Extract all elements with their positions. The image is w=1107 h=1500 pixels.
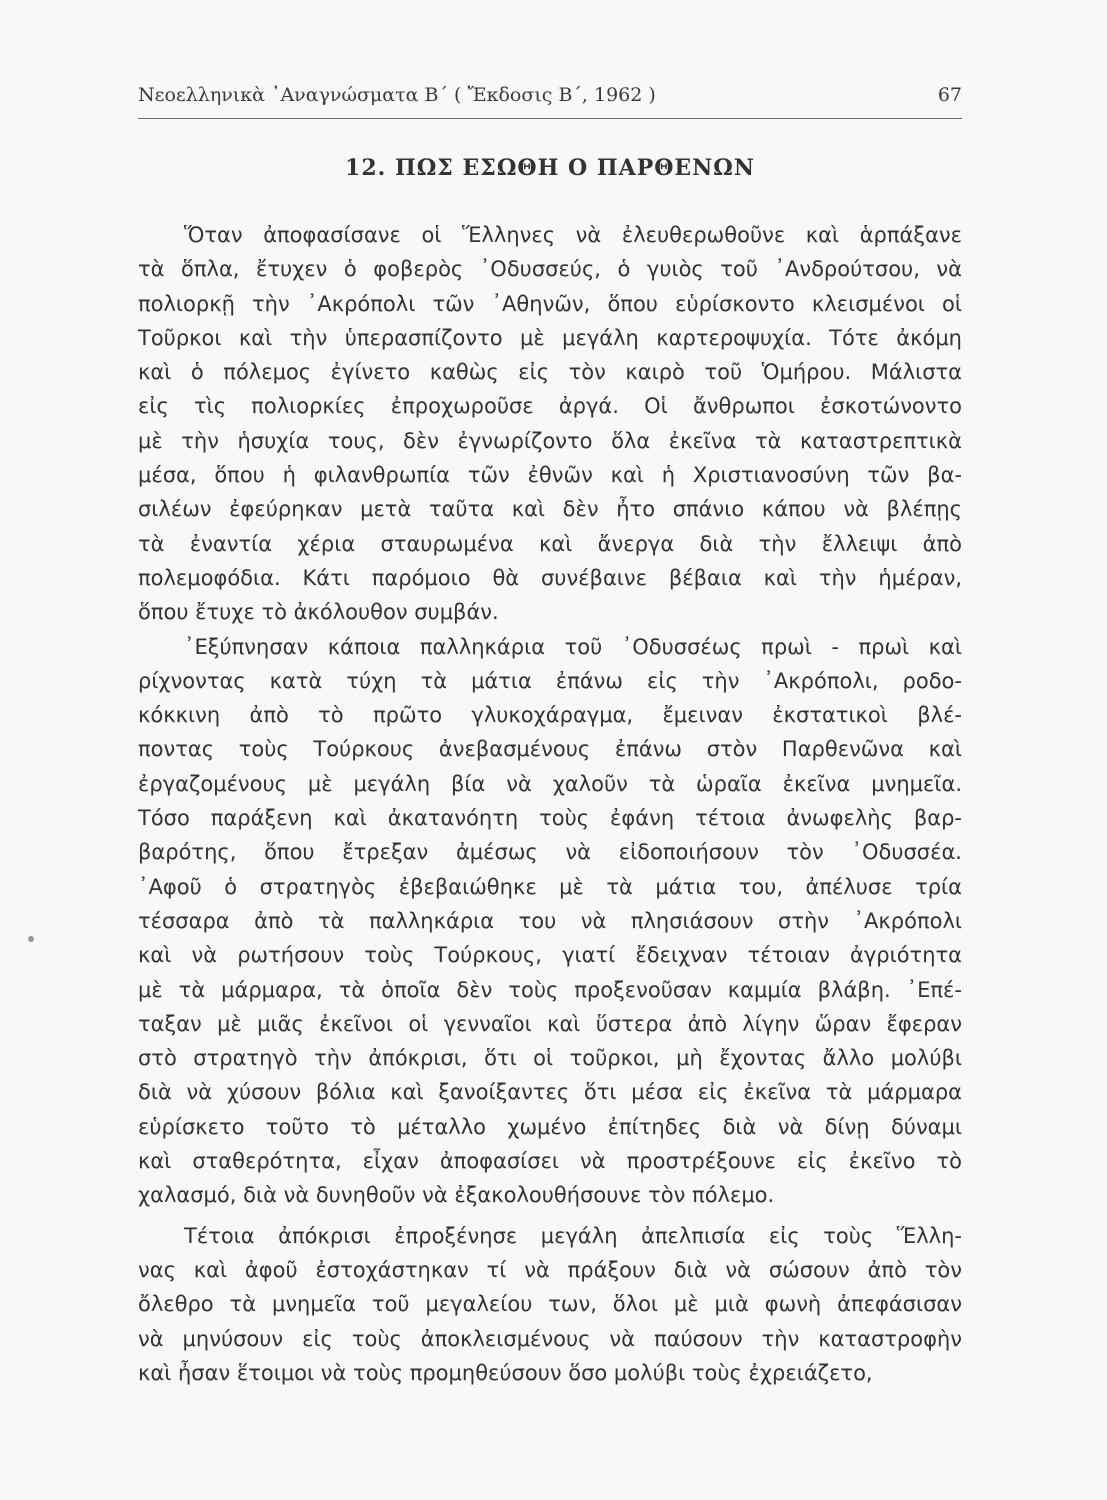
text-line: Τοῦρκοι καὶ τὴν ὑπερασπίζοντο μὲ μεγάλη καρτεροψυχία. Τότε ἀκόμη bbox=[138, 325, 962, 350]
text-line: ταξαν μὲ μιᾶς ἐκεῖνοι οἱ γενναῖοι καὶ ὕστερα ἀπὸ λίγην ὥραν ἔφεραν bbox=[138, 1011, 962, 1036]
text-line: καὶ νὰ ρωτήσουν τοὺς Τούρκους, γιατί ἔδειχναν τέτοιαν ἀγριότητα bbox=[138, 943, 962, 968]
text-line: εὑρίσκετο τοῦτο τὸ μέταλλο χωμένο ἐπίτηδες διὰ νὰ δίνῃ δύναμι bbox=[138, 1114, 962, 1139]
page-number: 67 bbox=[937, 84, 962, 106]
running-header bbox=[138, 84, 962, 106]
text-line: μέσα, ὅπου ἡ φιλανθρωπία τῶν ἐθνῶν καὶ ἡ Χριστιανοσύνη τῶν βα- bbox=[138, 463, 962, 488]
text-line: εἰς τὶς πολιορκίες ἐπροχωροῦσε ἀργά. Οἱ ἄνθρωποι ἐσκοτώνοντο bbox=[138, 394, 962, 419]
text-line: καὶ σταθερότητα, εἶχαν ἀποφασίσει νὰ προστρέξουνε εἰς ἐκεῖνο τὸ bbox=[138, 1149, 962, 1174]
text-line: τὰ ὅπλα, ἔτυχεν ὁ φοβερὸς ᾿Οδυσσεύς, ὁ γυιὸς τοῦ ᾿Ανδρούτσου, νὰ bbox=[138, 257, 962, 282]
text-line: ρίχνοντας κατὰ τύχη τὰ μάτια ἐπάνω εἰς τὴν ᾿Ακρόπολι, ροδο- bbox=[138, 668, 962, 693]
text-line: ὄλεθρο τὰ μνημεῖα τοῦ μεγαλείου των, ὅλοι μὲ μιὰ φωνὴ ἀπεφάσισαν bbox=[138, 1292, 962, 1317]
text-line: ᾿Εξύπνησαν κάποια παλληκάρια τοῦ ᾿Οδυσσέως πρωὶ - πρωὶ καὶ bbox=[184, 634, 962, 659]
text-line: ποντας τοὺς Τούρκους ἀνεβασμένους ἐπάνω στὸν Παρθενῶνα καὶ bbox=[138, 737, 962, 762]
text-line: Τόσο παράξενη καὶ ἀκατανόητη τοὺς ἐφάνη τέτοια ἀνωφελὴς βαρ- bbox=[138, 806, 962, 831]
text-line: νας καὶ ἀφοῦ ἐστοχάστηκαν τί νὰ πράξουν διὰ νὰ σώσουν ἀπὸ τὸν bbox=[138, 1257, 962, 1282]
text-line: καὶ ὁ πόλεμος ἐγίνετο καθὼς εἰς τὸν καιρὸ τοῦ Ὁμήρου. Μάλιστα bbox=[138, 360, 962, 385]
header-rule bbox=[138, 118, 962, 119]
text-line: τέσσαρα ἀπὸ τὰ παλληκάρια του νὰ πλησιάσουν στὴν ᾿Ακρόπολι bbox=[138, 908, 962, 933]
text-line: μὲ τὴν ἡσυχία τους, δὲν ἐγνωρίζοντο ὅλα ἐκεῖνα τὰ καταστρεπτικὰ bbox=[138, 428, 962, 453]
text-line: πολεμοφόδια. Κάτι παρόμοιο θὰ συνέβαινε βέβαια καὶ τὴν ἡμέραν, bbox=[138, 565, 962, 590]
running-title: Νεοελληνικὰ ᾿Αναγνώσματα Β΄ ( Ἔκδοσις Β΄, 1962 ) bbox=[138, 84, 656, 106]
text-line: διὰ νὰ χύσουν βόλια καὶ ξανοίξαντες ὅτι μέσα εἰς ἐκεῖνα τὰ μάρμαρα bbox=[138, 1080, 962, 1105]
text-line: πολιορκῇ τὴν ᾿Ακρόπολι τῶν ᾿Αθηνῶν, ὅπου εὑρίσκοντο κλεισμένοι οἱ bbox=[138, 291, 962, 316]
body-text bbox=[138, 218, 962, 1390]
text-line: κόκκινη ἀπὸ τὸ πρῶτο γλυκοχάραγμα, ἔμειναν ἐκστατικοὶ βλέ- bbox=[138, 703, 962, 728]
text-line: σιλέων ἐφεύρηκαν μετὰ ταῦτα καὶ δὲν ἦτο σπάνιο κάπου νὰ βλέπῃς bbox=[138, 497, 962, 522]
text-line: Τέτοια ἀπόκρισι ἐπροξένησε μεγάλη ἀπελπισία εἰς τοὺς Ἕλλη- bbox=[184, 1223, 962, 1248]
chapter-title: 12. ΠΩΣ ΕΣΩΘΗ Ο ΠΑΡΘΕΝΩΝ bbox=[345, 155, 755, 181]
margin-speck bbox=[28, 936, 34, 942]
text-line: τὰ ἐναντία χέρια σταυρωμένα καὶ ἄνεργα διὰ τὴν ἔλλειψι ἀπὸ bbox=[138, 531, 962, 556]
paragraph bbox=[138, 218, 962, 630]
text-line: ᾿Αφοῦ ὁ στρατηγὸς ἐβεβαιώθηκε μὲ τὰ μάτια του, ἀπέλυσε τρία bbox=[138, 874, 962, 899]
text-line: βαρότης, ὅπου ἔτρεξαν ἀμέσως νὰ εἰδοποιήσουν τὸν ᾿Οδυσσέα. bbox=[138, 840, 962, 865]
text-line: Ὅταν ἀποφασίσανε οἱ Ἕλληνες νὰ ἐλευθερωθοῦνε καὶ ἁρπάξανε bbox=[184, 223, 962, 247]
text-line: στὸ στρατηγὸ τὴν ἀπόκρισι, ὅτι οἱ τοῦρκοι, μὴ ἔχοντας ἄλλο μολύβι bbox=[138, 1046, 962, 1071]
text-line: χαλασμό, διὰ νὰ δυνηθοῦν νὰ ἐξακολουθήσουνε τὸν πόλεμο. bbox=[138, 1183, 775, 1208]
text-line: ὅπου ἔτυχε τὸ ἀκόλουθον συμβάν. bbox=[138, 600, 499, 625]
text-line: μὲ τὰ μάρμαρα, τὰ ὁποῖα δὲν τοὺς προξενοῦσαν καμμία βλάβη. ᾿Επέ- bbox=[138, 977, 962, 1002]
paragraph bbox=[138, 1219, 962, 1390]
text-line: καὶ ἦσαν ἕτοιμοι νὰ τοὺς προμηθεύσουν ὅσο μολύβι τοὺς ἐχρειάζετο, bbox=[138, 1360, 873, 1385]
text-line: ἐργαζομένους μὲ μεγάλη βία νὰ χαλοῦν τὰ ὡραῖα ἐκεῖνα μνημεῖα. bbox=[138, 771, 962, 796]
text-line: νὰ μηνύσουν εἰς τοὺς ἀποκλεισμένους νὰ παύσουν τὴν καταστροφὴν bbox=[138, 1326, 962, 1351]
paragraph bbox=[138, 630, 962, 1213]
